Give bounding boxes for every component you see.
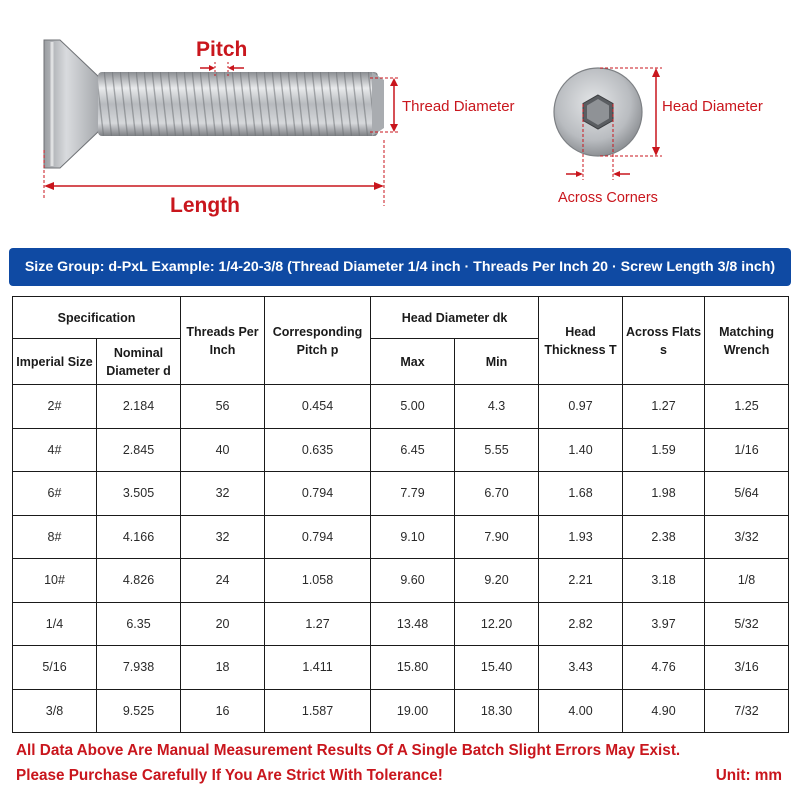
cell-pitch: 1.587	[265, 689, 371, 733]
header-nominal-diameter: Nominal Diameter d	[97, 339, 181, 385]
cell-across-flats: 1.27	[623, 385, 705, 429]
table-row	[13, 428, 789, 472]
cell-head-min: 18.30	[455, 689, 539, 733]
header-across-flats: Across Flats s	[623, 297, 705, 385]
cell-head-max: 15.80	[371, 646, 455, 690]
cell-matching-wrench: 1/16	[705, 428, 789, 472]
cell-head-max: 5.00	[371, 385, 455, 429]
header-threads-per-inch: Threads Per Inch	[181, 297, 265, 385]
cell-nominal-diameter: 4.166	[97, 515, 181, 559]
cell-threads-per-inch: 18	[181, 646, 265, 690]
header-min: Min	[455, 339, 539, 385]
cell-nominal-diameter: 4.826	[97, 559, 181, 603]
cell-pitch: 0.794	[265, 515, 371, 559]
header-row-top	[13, 297, 789, 339]
table-row	[13, 385, 789, 429]
cell-across-flats: 2.38	[623, 515, 705, 559]
cell-head-thickness: 1.68	[539, 472, 623, 516]
cell-head-thickness: 1.93	[539, 515, 623, 559]
cell-imperial-size: 4#	[13, 428, 97, 472]
cell-head-thickness: 2.82	[539, 602, 623, 646]
cell-head-max: 6.45	[371, 428, 455, 472]
cell-threads-per-inch: 16	[181, 689, 265, 733]
disclaimer-line-2: Please Purchase Carefully If You Are Strict With Tolerance!	[16, 767, 443, 784]
cell-pitch: 1.27	[265, 602, 371, 646]
table-row	[13, 602, 789, 646]
cell-imperial-size: 3/8	[13, 689, 97, 733]
spec-table	[12, 296, 789, 733]
cell-matching-wrench: 1.25	[705, 385, 789, 429]
cell-head-min: 12.20	[455, 602, 539, 646]
cell-head-min: 4.3	[455, 385, 539, 429]
cell-nominal-diameter: 2.184	[97, 385, 181, 429]
cell-across-flats: 1.98	[623, 472, 705, 516]
length-label: Length	[170, 194, 240, 217]
cell-across-flats: 1.59	[623, 428, 705, 472]
header-imperial-size: Imperial Size	[13, 339, 97, 385]
screw-shaft	[98, 72, 384, 136]
screw-diagram	[0, 0, 800, 240]
cell-matching-wrench: 7/32	[705, 689, 789, 733]
table-row	[13, 689, 789, 733]
table-row	[13, 646, 789, 690]
cell-across-flats: 4.90	[623, 689, 705, 733]
cell-nominal-diameter: 2.845	[97, 428, 181, 472]
cell-pitch: 1.058	[265, 559, 371, 603]
across-corners-label: Across Corners	[558, 190, 658, 206]
cell-head-max: 9.60	[371, 559, 455, 603]
cell-head-max: 13.48	[371, 602, 455, 646]
header-specification: Specification	[13, 297, 181, 339]
cell-head-min: 5.55	[455, 428, 539, 472]
cell-across-flats: 3.18	[623, 559, 705, 603]
table-row	[13, 472, 789, 516]
cell-threads-per-inch: 40	[181, 428, 265, 472]
screw-illustration	[0, 0, 800, 240]
cell-pitch: 1.411	[265, 646, 371, 690]
screw-head-top-view	[554, 68, 642, 156]
cell-nominal-diameter: 6.35	[97, 602, 181, 646]
cell-threads-per-inch: 32	[181, 515, 265, 559]
header-head-thickness: Head Thickness T	[539, 297, 623, 385]
cell-threads-per-inch: 24	[181, 559, 265, 603]
cell-head-thickness: 3.43	[539, 646, 623, 690]
cell-nominal-diameter: 7.938	[97, 646, 181, 690]
cell-imperial-size: 6#	[13, 472, 97, 516]
cell-head-max: 9.10	[371, 515, 455, 559]
table-row	[13, 559, 789, 603]
header-max: Max	[371, 339, 455, 385]
cell-imperial-size: 2#	[13, 385, 97, 429]
cell-matching-wrench: 5/32	[705, 602, 789, 646]
cell-matching-wrench: 5/64	[705, 472, 789, 516]
cell-nominal-diameter: 9.525	[97, 689, 181, 733]
size-group-banner: Size Group: d-PxL Example: 1/4-20-3/8 (Thread Diameter 1/4 inch · Threads Per Inch 20 · Screw Length 3/8 inch)	[9, 248, 791, 286]
cell-threads-per-inch: 32	[181, 472, 265, 516]
cell-pitch: 0.794	[265, 472, 371, 516]
cell-head-thickness: 2.21	[539, 559, 623, 603]
thread-diameter-label: Thread Diameter	[402, 98, 515, 115]
head-diameter-label: Head Diameter	[662, 98, 763, 115]
unit-label: Unit: mm	[715, 767, 782, 784]
cell-head-max: 7.79	[371, 472, 455, 516]
cell-head-min: 9.20	[455, 559, 539, 603]
header-pitch: Corresponding Pitch p	[265, 297, 371, 385]
cell-threads-per-inch: 20	[181, 602, 265, 646]
cell-head-min: 7.90	[455, 515, 539, 559]
disclaimer-line-1: All Data Above Are Manual Measurement Results Of A Single Batch Slight Errors May Exist.	[16, 742, 681, 759]
cell-head-thickness: 4.00	[539, 689, 623, 733]
cell-imperial-size: 10#	[13, 559, 97, 603]
screw-head	[44, 40, 100, 168]
cell-pitch: 0.454	[265, 385, 371, 429]
cell-head-thickness: 0.97	[539, 385, 623, 429]
cell-matching-wrench: 1/8	[705, 559, 789, 603]
cell-imperial-size: 8#	[13, 515, 97, 559]
cell-imperial-size: 1/4	[13, 602, 97, 646]
pitch-label: Pitch	[196, 38, 248, 61]
header-head-diameter: Head Diameter dk	[371, 297, 539, 339]
cell-across-flats: 3.97	[623, 602, 705, 646]
cell-across-flats: 4.76	[623, 646, 705, 690]
table-row	[13, 515, 789, 559]
cell-threads-per-inch: 56	[181, 385, 265, 429]
header-matching-wrench: Matching Wrench	[705, 297, 789, 385]
cell-nominal-diameter: 3.505	[97, 472, 181, 516]
cell-head-min: 6.70	[455, 472, 539, 516]
cell-head-max: 19.00	[371, 689, 455, 733]
cell-imperial-size: 5/16	[13, 646, 97, 690]
cell-head-thickness: 1.40	[539, 428, 623, 472]
cell-pitch: 0.635	[265, 428, 371, 472]
cell-matching-wrench: 3/32	[705, 515, 789, 559]
cell-matching-wrench: 3/16	[705, 646, 789, 690]
cell-head-min: 15.40	[455, 646, 539, 690]
